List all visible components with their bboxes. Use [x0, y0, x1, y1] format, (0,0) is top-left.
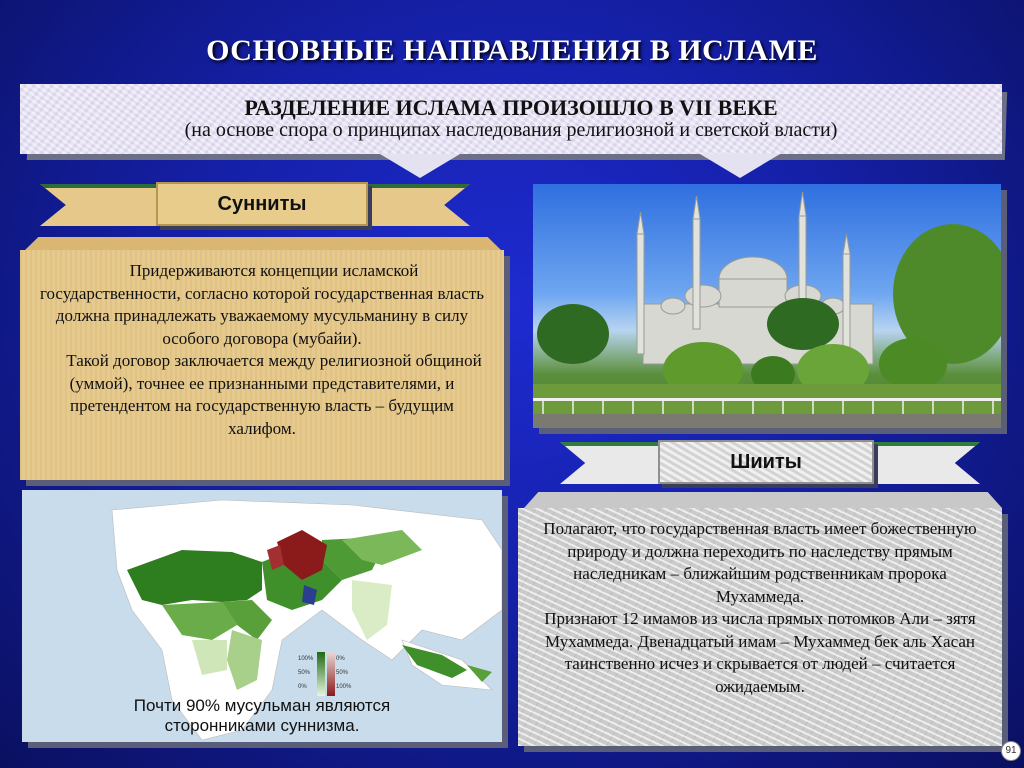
legend-label-right-50: 50% [336, 670, 349, 676]
header-banner [20, 84, 1002, 154]
map-caption-line-1: Почти 90% мусульман являются [133, 696, 391, 715]
banner-subheading: (на основе спора о принципах наследования религиозной и светской власти) [184, 119, 838, 141]
map-caption [22, 696, 502, 736]
legend-label-50: 50% [298, 670, 311, 676]
slide-title: ОСНОВНЫЕ НАПРАВЛЕНИЯ В ИСЛАМЕ [206, 34, 818, 67]
sunni-panel [20, 250, 504, 480]
map-legend-labels-left [298, 652, 313, 694]
shia-paragraph-2: Признают 12 имамов из числа прямых потомков Али – зятя Мухаммеда. Двенадцатый имам – Мухаммед бек аль Хасан таинственно исчез и скрывается от людей – считается ожидаемым. [544, 609, 976, 696]
mosque-illustration [533, 184, 1001, 428]
legend-label-100: 100% [298, 656, 314, 662]
legend-label-right-0: 0% [336, 656, 345, 662]
muslim-world-map [22, 490, 502, 742]
sunni-paragraph-2: Такой договор заключается между религиозной общиной (уммой), точнее ее признанными представителями, и претендентом на государственную власть – будущим халифом. [66, 351, 482, 438]
map-legend [317, 652, 335, 696]
page-number-badge: 91 [1001, 741, 1021, 761]
map-legend-labels-right [336, 652, 351, 694]
sunni-panel-top [24, 237, 502, 251]
legend-label-0: 0% [298, 684, 307, 690]
map-caption-line-2: сторонниками суннизма. [164, 716, 360, 735]
mosque-photo [533, 184, 1001, 428]
shia-panel [518, 508, 1002, 746]
banner-heading: РАЗДЕЛЕНИЕ ИСЛАМА ПРОИЗОШЛО В VII ВЕКЕ [244, 95, 778, 120]
banner-notch-left [380, 154, 460, 178]
banner-notch-right [700, 154, 780, 178]
sunni-tab: Сунниты [156, 182, 368, 226]
legend-label-right-100: 100% [336, 684, 352, 690]
shia-tab: Шииты [658, 440, 874, 484]
shia-panel-top [524, 492, 1002, 508]
sunni-paragraph-1: Придерживаются концепции исламской государственности, согласно которой государственная власть должна принадлежать уважаемому мусульманину в силу особого договора (мубайи). [39, 261, 485, 348]
shia-paragraph-1: Полагают, что государственная власть имеет божественную природу и должна переходить по наследству прямым наследникам – ближайшим родственникам пророка Мухаммеда. [543, 519, 977, 606]
